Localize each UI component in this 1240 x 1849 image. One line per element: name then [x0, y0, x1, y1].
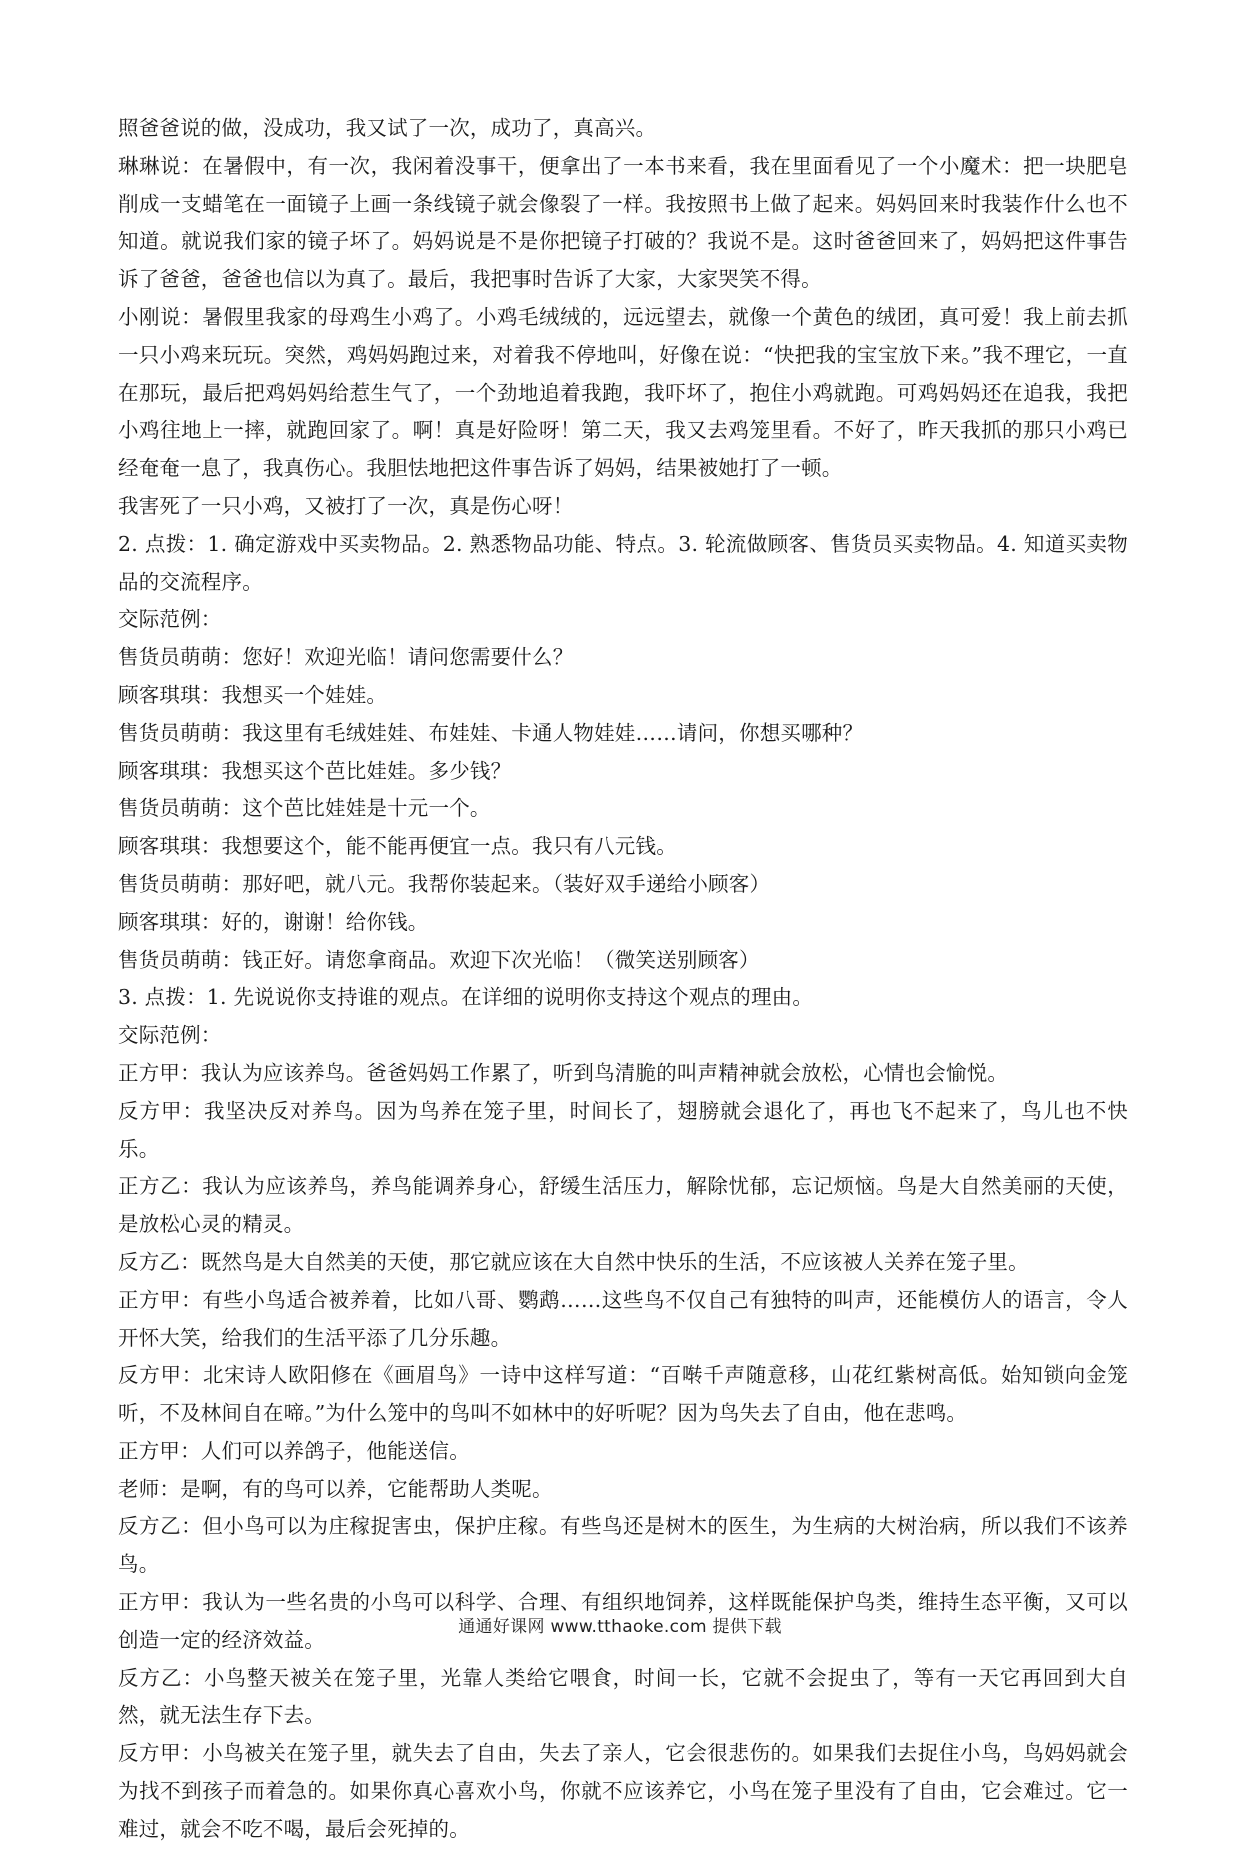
- paragraph: 照爸爸说的做，没成功，我又试了一次，成功了，真高兴。: [118, 116, 657, 140]
- paragraph: 反方甲：小鸟被关在笼子里，就失去了自由，失去了亲人，它会很悲伤的。如果我们去捉住小鸟，鸟妈妈就会为找不到孩子而着急的。如果你真心喜欢小鸟，你就不应该养它，小鸟在笼子里没有了自由，它会难过。它一难过，就会不吃不喝，最后会死掉的。: [118, 1741, 1128, 1841]
- paragraph: 售货员萌萌：这个芭比娃娃是十元一个。: [118, 796, 491, 821]
- paragraph: 反方乙：小鸟整天被关在笼子里，光靠人类给它喂食，时间一长，它就不会捉虫了，等有一天它再回到大自然，就无法生存下去。: [118, 1665, 1128, 1728]
- paragraph: 反方乙：既然鸟是大自然美的天使，那它就应该在大自然中快乐的生活，不应该被人关养在笼子里。: [118, 1249, 1029, 1274]
- paragraph: 正方乙：我认为应该养鸟，养鸟能调养身心，舒缓生活压力，解除忧郁，忘记烦恼。鸟是大自然美丽的天使，是放松心灵的精灵。: [118, 1174, 1128, 1237]
- paragraph: 小刚说：暑假里我家的母鸡生小鸡了。小鸡毛绒绒的，远远望去，就像一个黄色的绒团，真可爱！我上前去抓一只小鸡来玩玩。突然，鸡妈妈跑过来，对着我不停地叫，好像在说：“快把我的宝宝放下来。”我不理它，一直在那玩，最后把鸡妈妈给惹生气了，一个劲地追着我跑，我吓坏了，抱住小鸡就跑。可鸡妈妈还在追我，我把小鸡往地上一摔，就跑回家了。啊！真是好险呀！第二天，我又去鸡笼里看。不好了，昨天我抓的那只小鸡已经奄奄一息了，我真伤心。我胆怯地把这件事告诉了妈妈，结果被她打了一顿。: [118, 304, 1128, 481]
- paragraph: 顾客琪琪：好的，谢谢！给你钱。: [118, 909, 429, 934]
- paragraph: 正方甲：有些小鸟适合被养着，比如八哥、鹦鹉……这些鸟不仅自己有独特的叫声，还能模仿人的语言，令人开怀大笑，给我们的生活平添了几分乐趣。: [118, 1287, 1128, 1350]
- paragraph: 反方乙：但小鸟可以为庄稼捉害虫，保护庄稼。有些鸟还是树木的医生，为生病的大树治病，所以我们不该养鸟。: [118, 1514, 1128, 1577]
- paragraph: 反方甲：我坚决反对养鸟。因为鸟养在笼子里，时间长了，翅膀就会退化了，再也飞不起来了，鸟儿也不快乐。: [118, 1098, 1128, 1161]
- paragraph: 我害死了一只小鸡，又被打了一次，真是伤心呀！: [118, 493, 574, 518]
- paragraph: 售货员萌萌：那好吧，就八元。我帮你装起来。（装好双手递给小顾客）: [118, 871, 771, 896]
- paragraph: 顾客琪琪：我想买这个芭比娃娃。多少钱？: [118, 758, 512, 783]
- paragraph: 老师：是啊，有的鸟可以养，它能帮助人类呢。: [118, 1476, 553, 1501]
- paragraph: 顾客琪琪：我想要这个，能不能再便宜一点。我只有八元钱。: [118, 834, 677, 859]
- paragraph: 反方甲：北宋诗人欧阳修在《画眉鸟》一诗中这样写道：“百啭千声随意移，山花红紫树高低。始知锁向金笼听，不及林间自在啼。”为什么笼中的鸟叫不如林中的好听呢？因为鸟失去了自由，他在悲鸣。: [118, 1363, 1128, 1426]
- paragraph: 顾客琪琪：我想买一个娃娃。: [118, 682, 388, 707]
- paragraph: 正方甲：我认为一些名贵的小鸟可以科学、合理、有组织地饲养，这样既能保护鸟类，维持生态平衡，又可以创造一定的经济效益。: [118, 1590, 1128, 1652]
- paragraph: 售货员萌萌：您好！欢迎光临！请问您需要什么？: [118, 645, 574, 670]
- paragraph: 2. 点拨：1. 确定游戏中买卖物品。2. 熟悉物品功能、特点。3. 轮流做顾客、售货员买卖物品。4. 知道买卖物品的交流程序。: [118, 531, 1128, 594]
- paragraph: 正方甲：人们可以养鸽子，他能送信。: [118, 1438, 470, 1463]
- paragraph: 琳琳说：在暑假中，有一次，我闲着没事干，便拿出了一本书来看，我在里面看见了一个小魔术：把一块肥皂削成一支蜡笔在一面镜子上画一条线镜子就会像裂了一样。我按照书上做了起来。妈妈回来时我装作什么也不知道。就说我们家的镜子坏了。妈妈说是不是你把镜子打破的？我说不是。这时爸爸回来了，妈妈把这件事告诉了爸爸，爸爸也信以为真了。最后，我把事时告诉了大家，大家哭笑不得。: [118, 153, 1128, 292]
- paragraph: 正方甲：我认为应该养鸟。爸爸妈妈工作累了，听到鸟清脆的叫声精神就会放松，心情也会愉悦。: [118, 1060, 1009, 1085]
- page-footer: 通通好课网 www.tthaoke.com 提供下载: [458, 1617, 782, 1637]
- paragraph: 售货员萌萌：钱正好。请您拿商品。欢迎下次光临！（微笑送别顾客）: [118, 947, 760, 972]
- paragraph: 售货员萌萌：我这里有毛绒娃娃、布娃娃、卡通人物娃娃……请问，你想买哪种？: [118, 720, 864, 745]
- paragraph: 交际范例：: [118, 607, 222, 632]
- document-body: [118, 110, 1128, 1849]
- paragraph: 交际范例：: [118, 1023, 222, 1048]
- paragraph: 3. 点拨：1. 先说说你支持谁的观点。在详细的说明你支持这个观点的理由。: [118, 985, 814, 1010]
